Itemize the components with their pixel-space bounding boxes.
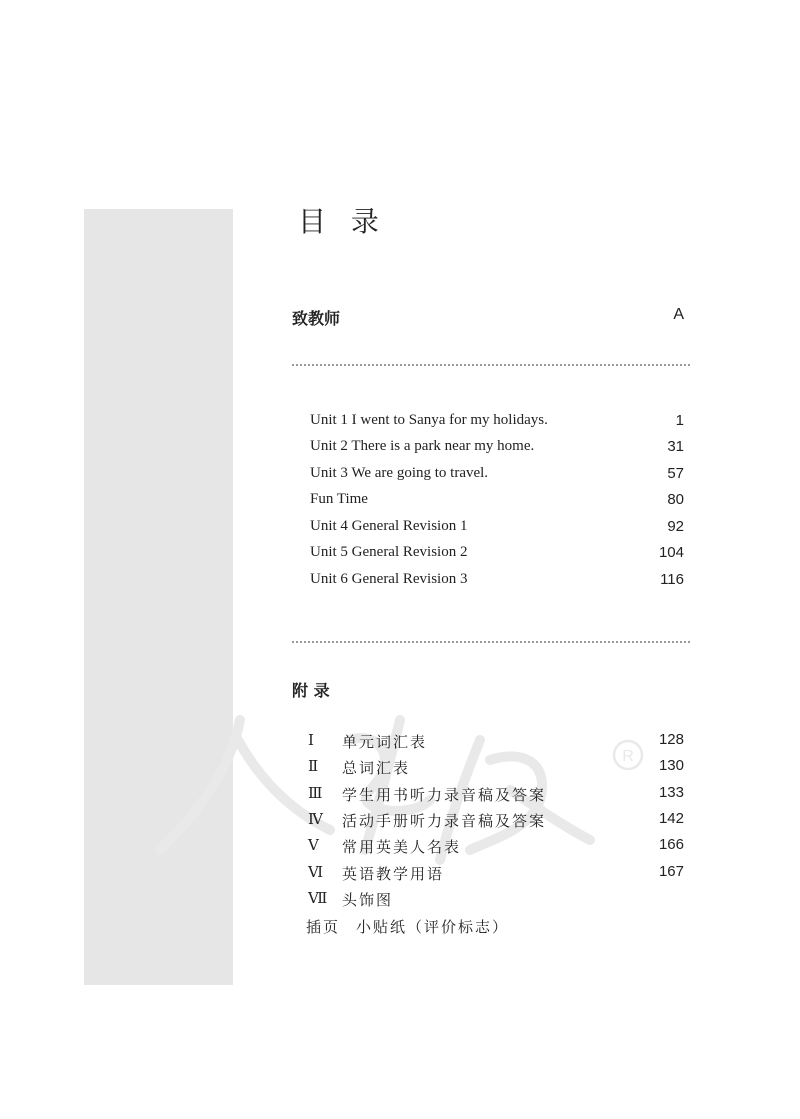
roman-numeral: Ⅴ <box>308 836 319 854</box>
toc-page: 92 <box>667 518 684 535</box>
appendix-page: 167 <box>658 863 684 880</box>
teacher-letter-heading[interactable]: 致教师 <box>292 309 341 328</box>
appendix-label: 头饰图 <box>342 891 394 909</box>
toc-page: 57 <box>667 465 684 482</box>
toc-row-unit-6[interactable] <box>310 571 684 595</box>
appendix-item-1[interactable] <box>308 731 684 755</box>
appendix-page: 130 <box>658 757 684 774</box>
appendix-page: 142 <box>658 810 684 827</box>
toc-row-unit-4[interactable] <box>310 518 684 542</box>
appendix-page: 133 <box>658 784 684 801</box>
roman-numeral: Ⅳ <box>308 810 323 828</box>
roman-numeral: Ⅱ <box>308 757 319 775</box>
appendix-label: 活动手册听力录音稿及答案 <box>342 812 547 830</box>
roman-numeral: Ⅲ <box>308 784 323 802</box>
appendix-item-4[interactable] <box>308 810 684 834</box>
appendix-label: 英语教学用语 <box>342 865 445 883</box>
toc-row-unit-5[interactable] <box>310 544 684 568</box>
appendix-page: 166 <box>658 836 684 853</box>
toc-page: 31 <box>667 438 684 455</box>
roman-numeral: Ⅵ <box>308 863 324 881</box>
toc-row-fun-time[interactable] <box>310 491 684 515</box>
side-panel <box>84 209 233 985</box>
toc-label: Unit 5 General Revision 2 <box>310 544 468 560</box>
appendix-page: 128 <box>658 731 684 748</box>
insert-prefix: 插页 <box>306 918 341 936</box>
appendix-label: 常用英美人名表 <box>342 838 462 856</box>
toc-page: 104 <box>658 544 684 561</box>
toc-row-unit-2[interactable] <box>310 438 684 462</box>
toc-label: Unit 2 There is a park near my home. <box>310 438 535 454</box>
appendix-label: 总词汇表 <box>342 759 411 777</box>
toc-page: 116 <box>660 571 684 588</box>
appendix-label: 单元词汇表 <box>342 733 428 751</box>
appendix-item-2[interactable] <box>308 757 684 781</box>
toc-page: 80 <box>667 491 684 508</box>
toc-row-unit-1[interactable] <box>310 412 684 436</box>
toc-label: Unit 6 General Revision 3 <box>310 571 468 587</box>
insert-label: 小贴纸（评价标志） <box>356 918 510 936</box>
appendix-label: 学生用书听力录音稿及答案 <box>342 786 547 804</box>
roman-numeral: Ⅶ <box>308 889 328 907</box>
page-title: 目 录 <box>298 205 387 238</box>
toc-label: Unit 3 We are going to travel. <box>310 465 489 481</box>
appendix-item-7[interactable] <box>308 889 684 913</box>
appendix-item-5[interactable] <box>308 836 684 860</box>
dotted-divider-top <box>292 364 690 366</box>
toc-label: Unit 4 General Revision 1 <box>310 518 468 534</box>
appendix-item-6[interactable] <box>308 863 684 887</box>
toc-row-unit-3[interactable] <box>310 465 684 489</box>
dotted-divider-bottom <box>292 641 690 643</box>
toc-page: 1 <box>675 412 684 429</box>
insert-sticker-row[interactable] <box>306 916 509 937</box>
toc-label: Unit 1 I went to Sanya for my holidays. <box>310 412 548 428</box>
roman-numeral: Ⅰ <box>308 731 314 749</box>
appendix-heading: 附 录 <box>292 681 330 700</box>
svg-text:R: R <box>622 748 634 765</box>
teacher-letter-page: A <box>673 306 684 323</box>
toc-label: Fun Time <box>310 491 368 507</box>
appendix-item-3[interactable] <box>308 784 684 808</box>
